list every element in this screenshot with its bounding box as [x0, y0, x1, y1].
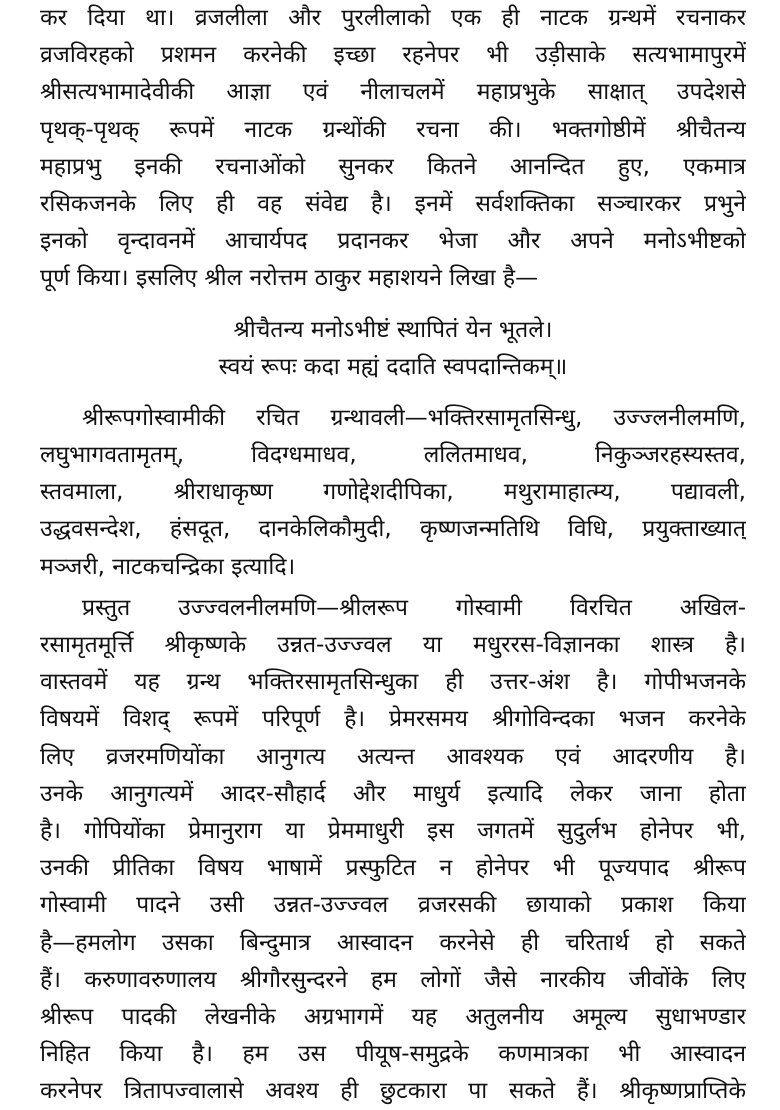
text-line: वास्तवमें यह ग्रन्थ भक्तिरसामृतसिन्धुका ही उत्तर-अंश है। गोपीभजनके — [40, 669, 746, 696]
text-line: श्रीरूपगोस्वामीकी रचित ग्रन्थावली—भक्तिरसामृतसिन्धु, उज्ज्लनीलमणि, — [82, 404, 746, 431]
text-line: रसिकजनके लिए ही वह संवेद्य है। इनमें सर्वशक्तिका सञ्चारकर प्रभुने — [40, 190, 746, 217]
text-line: पृथक्-पृथक् रूपमें नाटक ग्रन्थोंकी रचना की। भक्तगोष्ठीमें श्रीचैतन्य — [40, 116, 746, 143]
text-line: श्रीरूप पादकी लेखनीके अग्रभागमें यह अतुलनीय अमूल्य सुधाभण्डार — [40, 1003, 746, 1030]
text-line: विषयमें विशद् रूपमें परिपूर्ण है। प्रेमरसमय श्रीगोविन्दका भजन करनेके — [40, 706, 746, 733]
text-line: हैं। करुणावरुणालय श्रीगौरसुन्दरने हम लोगों जैसे नारकीय जीवोंके लिए — [40, 966, 746, 993]
text-line: श्रीसत्यभामादेवीकी आज्ञा एवं नीलाचलमें महाप्रभुके साक्षात् उपदेशसे — [40, 79, 746, 106]
text-line: मञ्जरी, नाटकचन्द्रिका इत्यादि। — [40, 553, 296, 580]
paragraph-1 — [40, 0, 746, 298]
text-line: है—हमलोग उसका बिन्दुमात्र आस्वादन करनेसे ही चरितार्थ हो सकते — [40, 929, 746, 956]
text-line: लिए व्रजरमणियोंका आनुगत्य अत्यन्त आवश्यक एवं आदरणीय है। — [40, 743, 746, 770]
text-line: कर दिया था। व्रजलीला और पुरलीलाको एक ही नाटक ग्रन्थमें रचनाकर — [40, 5, 746, 31]
text-line: रसामृतमूर्त्ति श्रीकृष्णके उन्नत-उज्ज्वल या मधुररस-विज्ञानका शास्त्र है। — [40, 632, 746, 658]
verse-line: स्वयं रूपः कदा मह्यं ददाति स्वपदान्तिकम्॥ — [218, 353, 568, 380]
text-line: प्रस्तुत उज्ज्वलनीलमणि—श्रीलरूप गोस्वामी विरचित अखिल- — [82, 594, 746, 621]
text-line: व्रजविरहको प्रशमन करनेकी इच्छा रहनेपर भी उड़ीसाके सत्यभामापुरमें — [40, 42, 746, 69]
text-line: महाप्रभु इनकी रचनाओंको सुनकर कितने आनन्दित हुए, एकमात्र — [40, 153, 746, 180]
spacer — [40, 298, 746, 312]
text-line: है। गोपियोंका प्रेमानुराग या प्रेममाधुरी इस जगतमें सुदुर्लभ होनेपर भी, — [40, 817, 746, 844]
text-line: उनके आनुगत्यमें आदर-सौहार्द और माधुर्य इत्यादि लेकर जाना होता — [40, 780, 746, 807]
paragraph-3 — [40, 590, 746, 1110]
text-line: करनेपर त्रितापज्वालासे अवश्य ही छुटकारा पा सकते हैं। श्रीकृष्णप्राप्तिके — [40, 1078, 746, 1105]
text-line: निहित किया है। हम उस पीयूष-समुद्रके कणमात्रका भी आस्वादन — [40, 1041, 746, 1068]
text-line: लघुभागवतामृतम्, विदग्धमाधव, ललितमाधव, निकुञ्जरहस्यस्तव, — [40, 442, 746, 469]
text-line: स्तवमाला, श्रीराधाकृष्ण गणोद्देशदीपिका, मथुरामाहात्म्य, पद्यावली, — [40, 479, 746, 506]
text-line: इनको वृन्दावनमें आचार्यपद प्रदानकर भेजा और अपने मनोऽभीष्टको — [40, 228, 746, 255]
text-line: गोस्वामी पादने उसी उन्नत-उज्ज्वल व्रजरसकी छायाको प्रकाश किया — [40, 892, 746, 919]
paragraph-2 — [40, 400, 746, 586]
verse-block — [40, 312, 746, 386]
text-line: उद्धवसन्देश, हंसदूत, दानकेलिकौमुदी, कृष्णजन्मतिथि विधि, प्रयुक्ताख्यात् — [40, 516, 746, 543]
text-line: उनकी प्रीतिका विषय भाषामें प्रस्फुटित न होनेपर भी पूज्यपाद श्रीरूप — [40, 855, 746, 882]
verse-line: श्रीचैतन्य मनोऽभीष्टं स्थापितं येन भूतले। — [233, 316, 553, 343]
text-line: पूर्ण किया। इसलिए श्रील नरोत्तम ठाकुर महाशयने लिखा है— — [40, 265, 539, 292]
document-page — [40, 0, 746, 1110]
spacer — [40, 386, 746, 400]
